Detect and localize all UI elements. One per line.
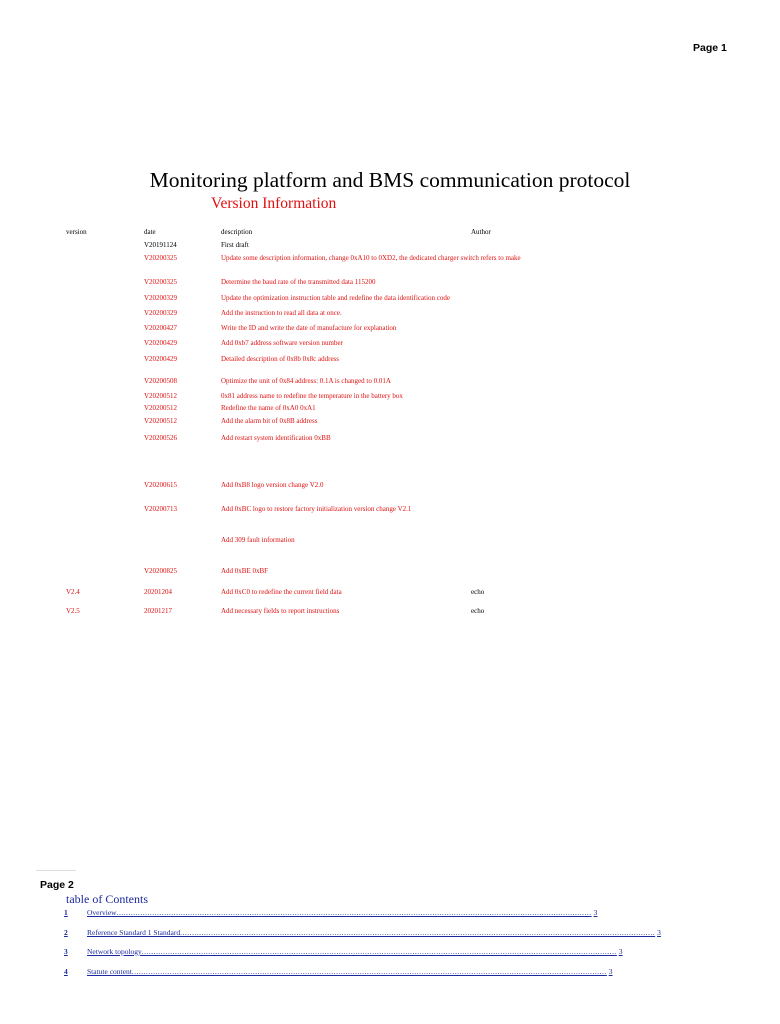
table-cell-date: V20200429 bbox=[144, 339, 178, 347]
toc-entry-text: Statute content bbox=[87, 967, 132, 976]
page-1-label: Page 1 bbox=[693, 42, 727, 54]
page-divider bbox=[36, 870, 76, 871]
table-cell-description: Update some description information, change 0xA10 to 0XD2, the dedicated charger switch refers to make bbox=[221, 254, 521, 262]
toc-entry-text: Network topology bbox=[87, 947, 142, 956]
table-cell-description: Add the instruction to read all data at once. bbox=[221, 309, 342, 317]
toc-dot-leader: ........................................................................................................................................................................................................ bbox=[141, 947, 617, 956]
table-cell-date: V20200713 bbox=[144, 505, 178, 513]
table-cell-description: Add 0xBE 0xBF bbox=[221, 567, 269, 575]
table-cell-description: Write the ID and write the date of manufacture for explanation bbox=[221, 324, 397, 332]
page-2-label: Page 2 bbox=[40, 879, 74, 891]
table-cell-description: First draft bbox=[221, 241, 249, 249]
toc-page-number: 3 bbox=[618, 947, 623, 956]
toc-number[interactable]: 2 bbox=[64, 928, 68, 937]
table-cell-date: V20200329 bbox=[144, 309, 178, 317]
table-cell-author: echo bbox=[471, 607, 485, 615]
table-cell-description: Update the optimization instruction table and redefine the data identification code bbox=[221, 294, 450, 302]
table-cell-description: Add 0xBC logo to restore factory initialization version change V2.1 bbox=[221, 505, 412, 513]
table-cell-description: Optimize the unit of 0x84 address: 0.1A is changed to 0.01A bbox=[221, 377, 391, 385]
table-cell-date: V20200325 bbox=[144, 278, 178, 286]
table-cell-date: V20200526 bbox=[144, 434, 178, 442]
toc-number[interactable]: 1 bbox=[64, 908, 68, 917]
table-cell-date: 20201217 bbox=[144, 607, 172, 615]
table-cell-date: V20191124 bbox=[144, 241, 177, 249]
toc-dot-leader: ........................................................................................................................................................................................................ bbox=[116, 908, 592, 917]
toc-page-number: 3 bbox=[593, 908, 598, 917]
toc-link[interactable] bbox=[87, 967, 613, 976]
table-cell-date: V20200512 bbox=[144, 392, 178, 400]
column-header-description: description bbox=[221, 228, 253, 236]
toc-number[interactable]: 3 bbox=[64, 947, 68, 956]
table-cell-version: V2.4 bbox=[66, 588, 80, 596]
table-cell-description: Redefine the name of 0xA0 0xA1 bbox=[221, 404, 316, 412]
table-cell-date: V20200329 bbox=[144, 294, 178, 302]
table-cell-description: Add 0xb7 address software version number bbox=[221, 339, 343, 347]
toc-link[interactable] bbox=[87, 908, 598, 917]
table-cell-date: V20200615 bbox=[144, 481, 178, 489]
toc-number[interactable]: 4 bbox=[64, 967, 68, 976]
toc-page-number: 3 bbox=[608, 967, 613, 976]
toc-title: table of Contents bbox=[66, 892, 148, 906]
table-cell-date: 20201204 bbox=[144, 588, 172, 596]
table-cell-description: Add the alarm bit of 0x8B address bbox=[221, 417, 318, 425]
version-info-heading: Version Information bbox=[211, 195, 337, 212]
toc-dot-leader: ........................................................................................................................................................................................................ bbox=[131, 967, 607, 976]
column-header-date: date bbox=[144, 228, 156, 236]
toc-link[interactable] bbox=[87, 928, 661, 937]
table-cell-date: V20200512 bbox=[144, 417, 178, 425]
toc-link[interactable] bbox=[87, 947, 623, 956]
toc-dot-leader: ........................................................................................................................................................................................................ bbox=[180, 928, 656, 937]
table-cell-date: V20200427 bbox=[144, 324, 178, 332]
column-header-author: Author bbox=[471, 228, 491, 236]
table-cell-description: Add 0xB8 logo version change V2.0 bbox=[221, 481, 324, 489]
table-cell-description: Add 0xC0 to redefine the current field data bbox=[221, 588, 342, 596]
column-header-version: version bbox=[66, 228, 87, 236]
table-cell-description: Add restart system identification 0xBB bbox=[221, 434, 331, 442]
table-cell-date: V20200508 bbox=[144, 377, 178, 385]
table-cell-date: V20200512 bbox=[144, 404, 178, 412]
table-cell-description: Add necessary fields to report instructions bbox=[221, 607, 340, 615]
table-cell-description: 0x81 address name to redefine the temperature in the battery box bbox=[221, 392, 403, 400]
table-cell-description: Detailed description of 0x8b 0x8c address bbox=[221, 355, 339, 363]
table-cell-date: V20200429 bbox=[144, 355, 178, 363]
table-cell-description: Determine the baud rate of the transmitted data 115200 bbox=[221, 278, 376, 286]
table-cell-description: Add 309 fault information bbox=[221, 536, 295, 544]
toc-entry-text: Overview bbox=[87, 908, 117, 917]
table-cell-version: V2.5 bbox=[66, 607, 80, 615]
table-cell-date: V20200325 bbox=[144, 254, 178, 262]
document-title: Monitoring platform and BMS communication protocol bbox=[149, 168, 631, 192]
table-cell-author: echo bbox=[471, 588, 485, 596]
toc-entry-text: Reference Standard 1 Standard bbox=[87, 928, 181, 937]
table-cell-date: V20200825 bbox=[144, 567, 178, 575]
toc-page-number: 3 bbox=[657, 928, 661, 937]
